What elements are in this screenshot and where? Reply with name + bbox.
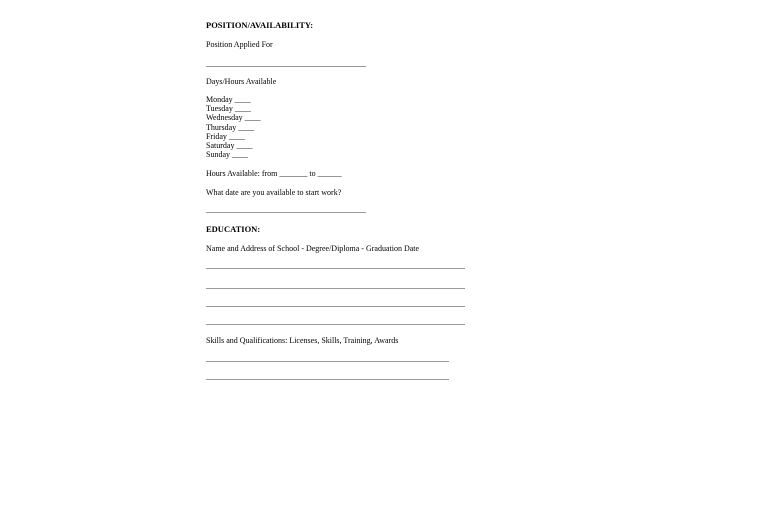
position-availability-heading: POSITION/AVAILABILITY: — [206, 20, 314, 30]
school-field-1[interactable] — [206, 268, 465, 269]
day-thursday[interactable]: Thursday ____ — [206, 122, 255, 132]
days-list — [206, 95, 261, 159]
day-tuesday[interactable]: Tuesday ____ — [206, 104, 251, 114]
skills-field-1[interactable] — [206, 361, 449, 362]
hours-available-field[interactable]: Hours Available: from _______ to ______ — [206, 169, 342, 178]
skills-field-2[interactable] — [206, 379, 449, 380]
school-field-2[interactable] — [206, 288, 465, 289]
school-label: Name and Address of School - Degree/Diploma - Graduation Date — [206, 244, 420, 253]
school-field-4[interactable] — [206, 324, 465, 325]
day-sunday[interactable]: Sunday ____ — [206, 150, 248, 160]
school-field-3[interactable] — [206, 306, 465, 307]
day-wednesday[interactable]: Wednesday ____ — [206, 113, 261, 123]
skills-label: Skills and Qualifications: Licenses, Skills, Training, Awards — [206, 336, 399, 345]
days-hours-label: Days/Hours Available — [206, 77, 277, 86]
day-friday[interactable]: Friday ____ — [206, 131, 245, 141]
position-applied-field[interactable] — [206, 66, 366, 67]
day-saturday[interactable]: Saturday ____ — [206, 141, 253, 151]
start-date-field[interactable] — [206, 212, 366, 213]
education-heading: EDUCATION: — [206, 224, 261, 234]
start-date-question: What date are you available to start work? — [206, 188, 342, 197]
day-monday[interactable]: Monday ____ — [206, 95, 251, 104]
position-applied-label: Position Applied For — [206, 40, 273, 49]
application-form-page — [206, 0, 506, 519]
